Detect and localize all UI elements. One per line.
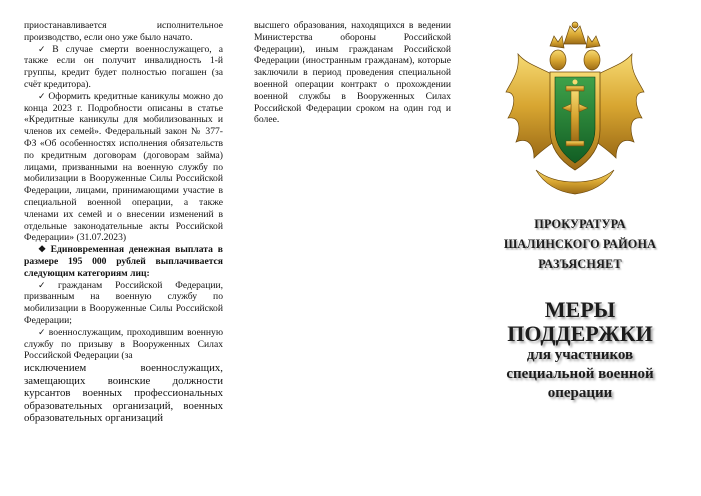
list-item-text: Оформить кредитные каникулы можно до конца 2023 г. Подробности описаны в статье «Кредитные каникулы для мобилизованных и членов их семей». Федеральный закон № 377-ФЗ «Об особенностях исполнения обязательств по кредитным договорам (договорам займа) лицами, призванными на военную службу по мобилизации в Вооруженные Силы Российской Федерации, лицами, принимающими участие в специальной военной операции, а также членами их семей и о внесении изменений в отдельные законодательные акты Российской Федерации» (31.07.2023) [24, 90, 223, 244]
section-heading-text: Единовременная денежная выплата в размере 195 000 рублей выплачивается следующим категориям лиц: [24, 244, 223, 279]
subtitle-line: операции [547, 385, 613, 401]
org-name-line: ШАЛИНСКОГО РАЙОНА [503, 237, 657, 251]
list-item-text: гражданам Российской Федерации, призванным на военную службу по мобилизации в Вооруженные Силы Российской Федерации; [24, 279, 223, 326]
paragraph: высшего образования, находящихся в ведении Министерства обороны Российской Федерации), иным гражданам Российской Федерации (иностранным гражданам), которые заключили в период проведения специальной военной операции контракт о прохождении военной службы в Вооруженных Силах Российской Федерации сроком на один год и более. [254, 20, 451, 126]
list-item [24, 327, 223, 362]
subtitle-line: для участников [526, 347, 634, 363]
list-item [24, 280, 223, 327]
list-item [24, 91, 223, 244]
title-line: ПОДДЕРЖКИ [507, 321, 653, 346]
paragraph: исключением военнослужащих, замещающих воинские должности курсантов военных профессиональных образовательных организаций, военных образовательных организаций [24, 362, 223, 425]
middle-column [254, 20, 451, 126]
organization-block [470, 214, 690, 274]
org-name-line: ПРОКУРАТУРА [534, 217, 626, 231]
list-item-text: военнослужащим, проходившим военную службу по призыву в Вооруженных Силах Российской Федерации (за [24, 326, 223, 362]
checkmark-icon: ✓ [38, 90, 47, 101]
section-heading [24, 244, 223, 279]
prosecutor-emblem-icon [500, 20, 650, 200]
org-action-line: РАЗЪЯСНЯЕТ [538, 257, 622, 271]
left-column [24, 20, 223, 425]
brochure-title [470, 298, 690, 403]
title-line: МЕРЫ [544, 297, 616, 322]
checkmark-icon: ✓ [38, 326, 47, 337]
list-item-text: В случае смерти военнослужащего, а также если он получит инвалидность 1-й группы, кредит будет полностью погашен (за счёт кредитора). [24, 43, 223, 90]
subtitle-line: специальной военной [506, 366, 654, 382]
checkmark-icon: ✓ [38, 279, 57, 290]
list-item [24, 44, 223, 91]
diamond-bullet-icon: ❖ [38, 244, 49, 255]
checkmark-icon: ✓ [38, 43, 51, 54]
paragraph: приостанавливается исполнительное производство, если оно уже было начато. [24, 20, 223, 43]
